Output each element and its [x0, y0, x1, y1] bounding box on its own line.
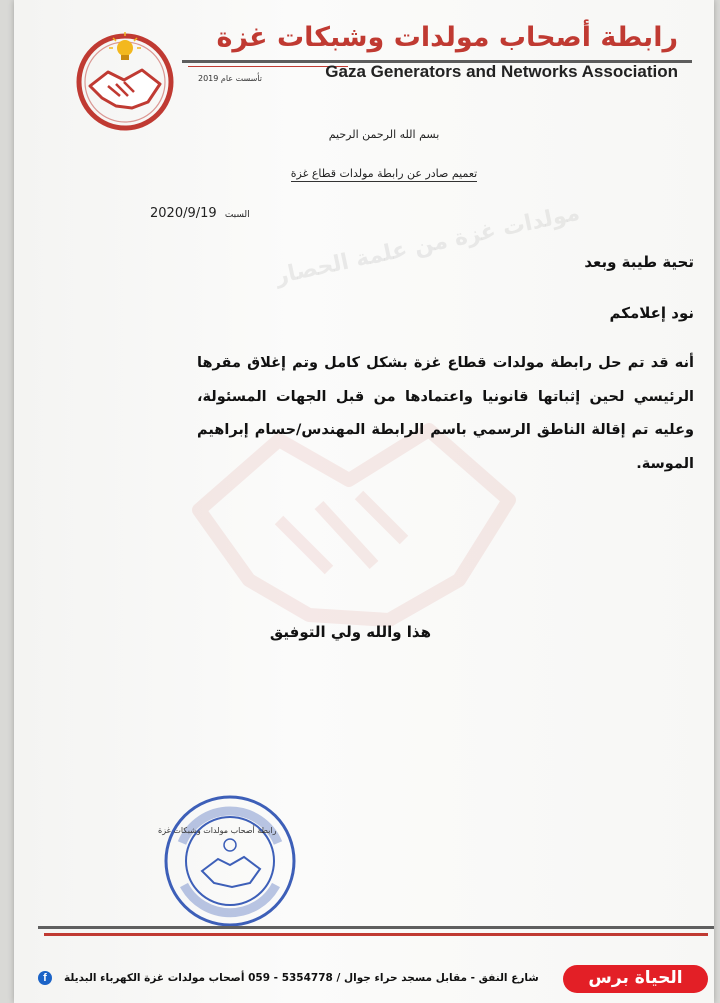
letter-body: أنه قد تم حل رابطة مولدات قطاع غزة بشكل كامل وتم إغلاق مقرها الرئيسي لحين إثباتها قانونيا واعتمادها من قبل الجهات المسئولة، وعليه تم إقالة الناطق الرسمي باسم الرابطة المهندس/حسام إبراهيم الموسة. [197, 355, 694, 472]
org-name-arabic: رابطة أصحاب مولدات وشبكات غزة [216, 22, 678, 53]
letter-subject [14, 167, 714, 180]
watermark-text: مولدات غزة من علمة الحصار [273, 200, 582, 290]
footer-divider-accent [44, 933, 708, 936]
official-stamp [162, 793, 298, 929]
letter-paper [14, 0, 714, 1003]
header-divider-accent [188, 66, 348, 67]
basmala: بسم الله الرحمن الرحيم [328, 128, 440, 141]
facebook-icon[interactable]: f [38, 971, 52, 985]
closing-line: هذا والله ولي التوفيق [269, 623, 431, 641]
association-logo [72, 26, 178, 132]
org-name-english: Gaza Generators and Networks Association [325, 62, 678, 81]
date-value: 2020/9/19 [150, 206, 217, 221]
letter-date [150, 206, 250, 221]
press-badge: الحياة برس [563, 965, 708, 993]
date-day: السبت [224, 210, 250, 220]
subject-text: تعميم صادر عن رابطة مولدات قطاع غزة [290, 167, 478, 180]
footer-divider [38, 926, 714, 929]
inform-line: نود إعلامكم [609, 304, 694, 322]
footer-contact: شارع النفق - مقابل مسجد حراء جوال / 5354778 - 059 أصحاب مولدات غزة الكهرباء البديلة [64, 972, 539, 984]
stamp-label: رابطة أصحاب مولدات وشبكات غزة [158, 826, 277, 835]
founded-year: تأسست عام 2019 [198, 74, 262, 83]
greeting: تحية طيبة وبعد [584, 253, 694, 271]
